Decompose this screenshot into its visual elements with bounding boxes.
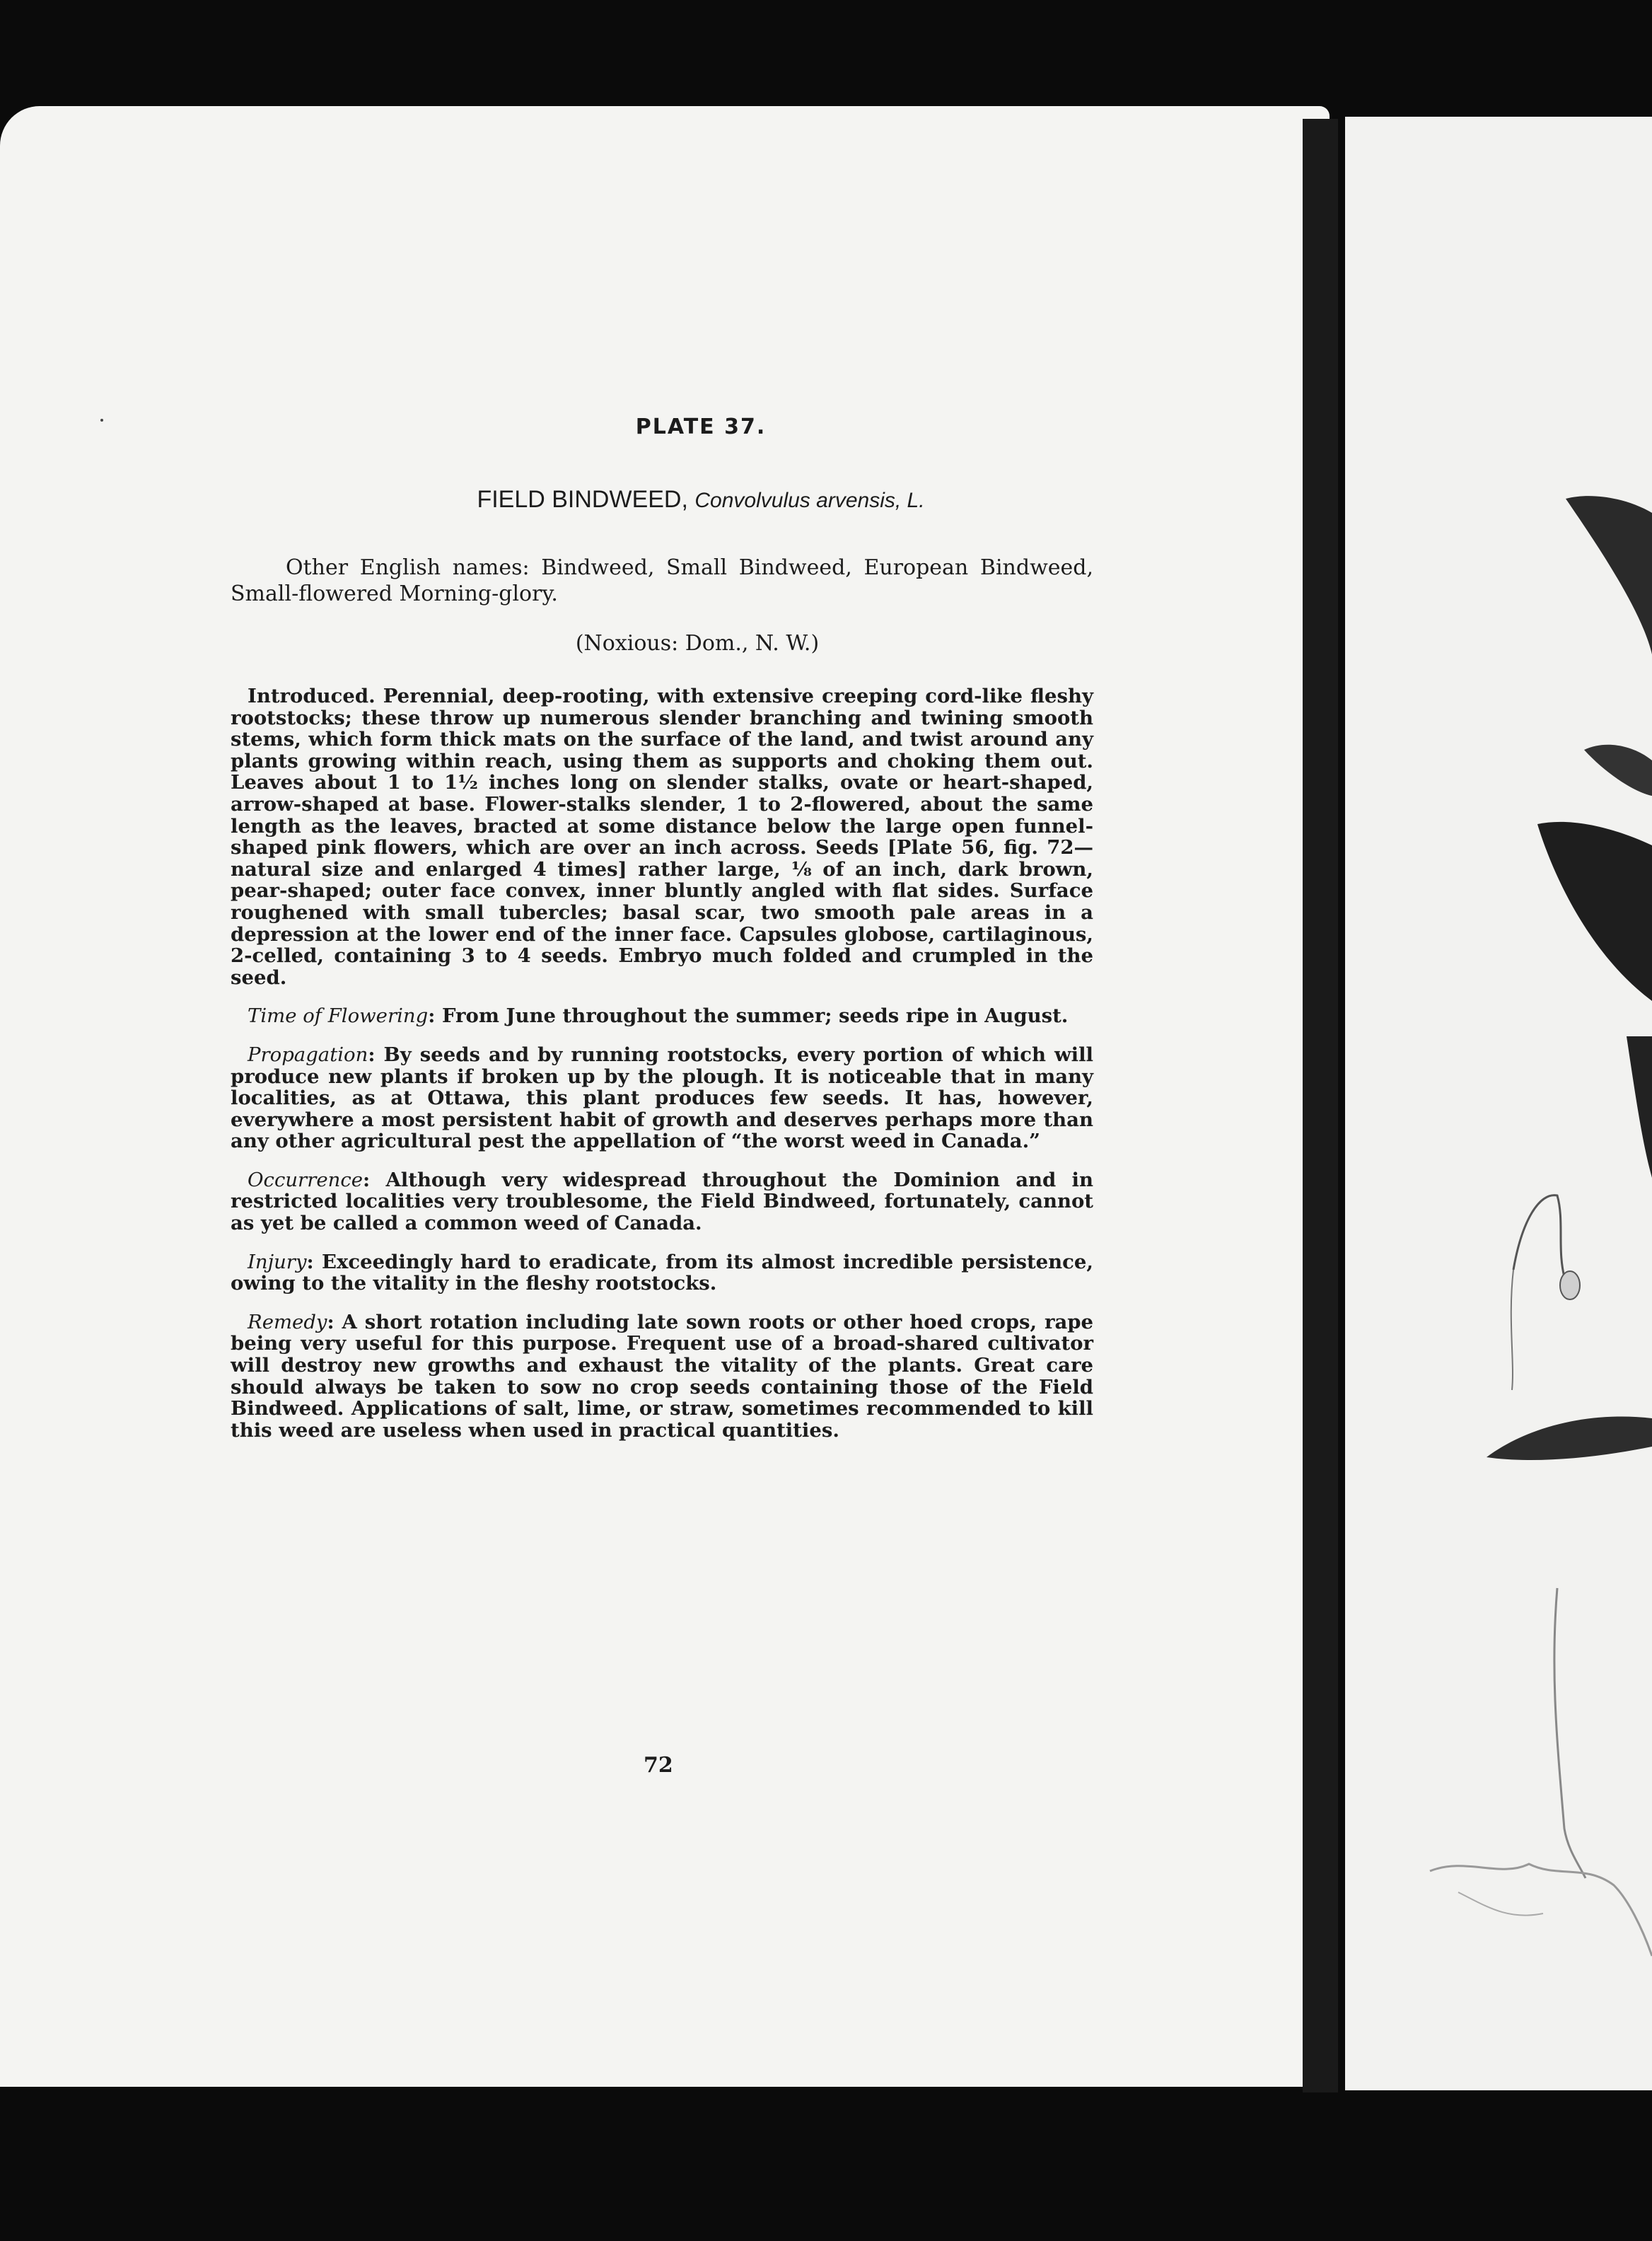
section-text: : By seeds and by running rootstocks, every portion of which will produce new plants if broken up by the plough. It is noticeable that in many localities, as at Ottawa, this plant produces few seeds. It has, however, everywhere a most persistent habit of growth and deserves perhaps more than any other agricultural pest the appellation of “the worst weed in Canada.” — [231, 1043, 1093, 1153]
root-shape — [1458, 1892, 1543, 1916]
species-title — [308, 486, 1093, 514]
stem-shape — [1511, 1270, 1513, 1390]
page-text — [231, 415, 1093, 1458]
leaf-shape — [1537, 822, 1652, 1001]
bindweed-plate-illustration — [1345, 117, 1652, 2090]
noxious-status: (Noxious: Dom., N. W.) — [575, 631, 820, 656]
section-label: Remedy — [248, 1310, 327, 1333]
leaf-shape — [1487, 1416, 1652, 1460]
section-label: Occurrence — [248, 1168, 363, 1191]
section-remedy — [231, 1311, 1093, 1442]
common-name: FIELD BINDWEED, — [477, 486, 688, 513]
section-text: : From June throughout the summer; seeds ripe in August. — [428, 1004, 1069, 1028]
description-paragraph: Introduced. Perennial, deep-rooting, with extensive creeping cord-like fleshy rootstocks; these throw up numerous slender branching and twining smooth stems, which form thick mats on the surface of the land, and twist around any plants growing within reach, using them as supports and choking them out. Leaves about 1 to 1½ inches long on slender stalks, ovate or heart-shaped, arrow-shaped at base. Flower-stalks slender, 1 to 2-flowered, about the same length as the leaves, bracted at some distance below the large open funnel-shaped pink flowers, which are over an inch across. Seeds [Plate 56, fig. 72—natural size and enlarged 4 times] rather large, ⅛ of an inch, dark brown, pear-shaped; outer face convex, inner bluntly angled with flat sides. Surface roughened with small tubercles; basal scar, two smooth pale areas in a depression at the lower end of the inner face. Capsules globose, cartilaginous, 2-celled, containing 3 to 4 seeds. Embryo much folded and crumpled in the seed. — [231, 685, 1093, 989]
paper-speck — [100, 419, 103, 422]
root-shape — [1430, 1864, 1652, 1956]
page-number: 72 — [644, 1753, 673, 1778]
plate-title: PLATE 37. — [635, 415, 767, 439]
section-label: Time of Flowering — [248, 1004, 429, 1028]
book-gutter — [1303, 119, 1338, 2092]
stem-shape — [1554, 1588, 1586, 1878]
other-names: Other English names: Bindweed, Small Bindweed, European Bindweed, Small-flowered Morning-glory. — [231, 555, 1093, 606]
section-injury — [231, 1251, 1093, 1295]
leaf-shape — [1584, 745, 1652, 796]
leaf-shape — [1627, 1036, 1652, 1178]
stem-shape — [1513, 1195, 1564, 1277]
section-occurrence — [231, 1169, 1093, 1234]
flower-bud-shape — [1560, 1271, 1580, 1299]
latin-name: Convolvulus arvensis, L. — [694, 489, 925, 512]
section-label: Injury — [248, 1250, 307, 1273]
section-propagation — [231, 1044, 1093, 1152]
section-text: : A short rotation including late sown roots or other hoed crops, rape being very useful for this purpose. Frequent use of a broad-shared cultivator will destroy new growths and exhaust the vitality of the plants. Great care should always be taken to sow no crop seeds containing those of the Field Bindweed. Applications of salt, lime, or straw, sometimes recommended to kill this weed are useless when used in practical quantities. — [231, 1310, 1093, 1442]
section-text: : Although very widespread throughout the Dominion and in restricted localities very troublesome, the Field Bindweed, fortunately, cannot as yet be called a common weed of Canada. — [231, 1168, 1093, 1235]
section-label: Propagation — [248, 1043, 368, 1066]
leaf-shape — [1566, 496, 1652, 654]
section-time-of-flowering — [231, 1005, 1093, 1027]
section-text: : Exceedingly hard to eradicate, from its almost incredible persistence, owing to the vitality in the fleshy rootstocks. — [231, 1250, 1093, 1295]
